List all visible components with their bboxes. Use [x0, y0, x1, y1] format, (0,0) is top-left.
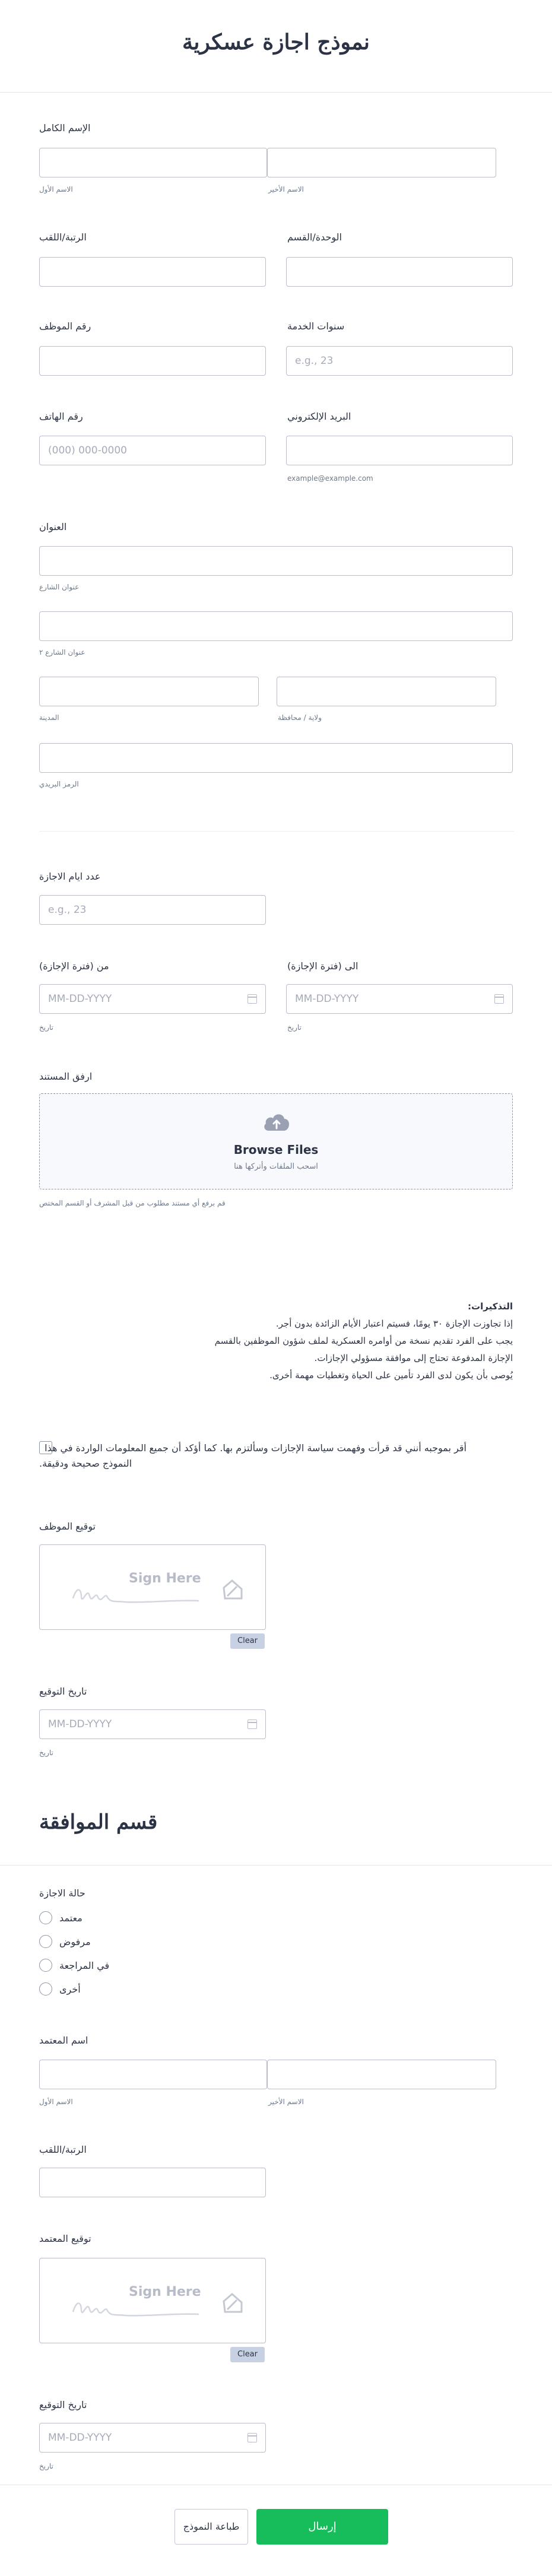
email-label: البريد الإلكتروني: [287, 411, 351, 422]
leave-days-placeholder: e.g., 23: [48, 904, 87, 916]
from-date-sublabel: تاريخ: [39, 1023, 53, 1032]
to-date-sublabel: تاريخ: [287, 1023, 302, 1032]
rank-label: الرتبة/اللقب: [39, 231, 87, 243]
state-sublabel: ولاية / محافظة: [278, 713, 322, 722]
approver-date-sublabel: تاريخ: [39, 2462, 53, 2470]
approval-divider: [0, 1865, 552, 1866]
radio-approved[interactable]: [39, 1911, 52, 1924]
form-title: نموذج اجازة عسكرية: [182, 30, 370, 55]
approver-first-name-sublabel: الاسم الأول: [39, 2098, 73, 2106]
attach-label: ارفق المستند: [39, 1071, 93, 1082]
sign-date-input[interactable]: [39, 1709, 266, 1739]
print-form-button[interactable]: طباعة النموذج: [175, 2509, 248, 2545]
first-name-input[interactable]: [39, 148, 267, 177]
street-address-2-sublabel: عنوان الشارع ٢: [39, 648, 85, 656]
street-address-input[interactable]: [39, 546, 513, 576]
approver-date-placeholder: MM-DD-YYYY: [48, 2432, 112, 2444]
last-name-input[interactable]: [267, 148, 496, 177]
from-date-placeholder: MM-DD-YYYY: [48, 993, 112, 1005]
calendar-icon[interactable]: [248, 2433, 257, 2442]
street-address-2-input[interactable]: [39, 611, 513, 641]
reminder-line: يجب على الفرد تقديم نسخة من أوامره العسكرية لملف شؤون الموظفين بالقسم: [214, 1335, 513, 1346]
attach-sublabel: قم برفع أي مستند مطلوب من قبل المشرف أو القسم المختص: [39, 1199, 226, 1207]
section-divider: [39, 831, 514, 832]
agreement-text-line1: أقر بموجبه أنني قد قرأت وفهمت سياسة الإجازات وسألتزم بها. كما أؤكد أن جميع المعلومات الواردة في هذا: [45, 1442, 467, 1454]
unit-label: الوحدة/القسم: [287, 231, 342, 243]
radio-option-label: مرفوض: [59, 1936, 91, 1947]
rank-input[interactable]: [39, 257, 266, 287]
city-sublabel: المدينة: [39, 713, 59, 722]
approver-name-label: اسم المعتمد: [39, 2035, 88, 2046]
approver-signature-label: توقيع المعتمد: [39, 2233, 91, 2244]
reminders-heading: :التذكيرات: [468, 1301, 513, 1312]
radio-option-label: أخرى: [59, 1984, 81, 1995]
address-label: العنوان: [39, 521, 67, 532]
sign-date-label: تاريخ التوقيع: [39, 1686, 87, 1697]
approval-section-heading: قسم الموافقة: [39, 1810, 158, 1834]
drag-drop-hint: اسحب الملفات وأتركها هنا: [234, 1162, 318, 1171]
to-date-placeholder: MM-DD-YYYY: [295, 993, 359, 1005]
years-service-input[interactable]: [286, 346, 513, 376]
phone-label: رقم الهاتف: [39, 411, 83, 422]
employee-id-input[interactable]: [39, 346, 266, 376]
radio-rejected[interactable]: [39, 1935, 52, 1948]
from-date-label: من (فترة الإجازة): [39, 960, 109, 972]
email-input[interactable]: [286, 436, 513, 465]
first-name-sublabel: الاسم الأول: [39, 185, 73, 193]
sign-here-placeholder: Sign Here: [129, 1571, 201, 1586]
employee-id-label: رقم الموظف: [39, 321, 91, 332]
email-sublabel: example@example.com: [287, 474, 373, 483]
zip-input[interactable]: [39, 743, 513, 773]
agreement-text-line2: .النموذج صحيحة ودقيقة: [39, 1458, 132, 1469]
to-date-label: الى (فترة الإجازة): [287, 960, 359, 972]
sign-here-placeholder: Sign Here: [129, 2285, 201, 2299]
state-input[interactable]: [277, 677, 496, 706]
phone-placeholder: (000) 000-0000: [48, 445, 127, 456]
approver-signature-pad[interactable]: [39, 2258, 266, 2343]
reminder-line: .الإجازة المدفوعة تحتاج إلى موافقة مسؤولي الإجازات: [314, 1353, 513, 1363]
clear-signature-button[interactable]: Clear: [230, 1633, 265, 1649]
from-date-input[interactable]: [39, 984, 266, 1014]
zip-sublabel: الرمز البريدي: [39, 780, 79, 788]
leave-status-label: حالة الاجازة: [39, 1887, 85, 1899]
sign-date-sublabel: تاريخ: [39, 1749, 53, 1757]
years-service-label: سنوات الخدمة: [287, 321, 345, 332]
radio-other[interactable]: [39, 1982, 52, 1996]
approver-date-label: تاريخ التوقيع: [39, 2399, 87, 2410]
calendar-icon[interactable]: [494, 994, 504, 1004]
phone-input[interactable]: [39, 436, 266, 465]
file-upload-area[interactable]: [39, 1093, 513, 1189]
reminder-line: .يُوصى بأن يكون لدى الفرد تأمين على الحياة وتغطيات مهمة أخرى: [269, 1370, 513, 1381]
leave-days-input[interactable]: [39, 895, 266, 925]
radio-option-label: في المراجعة: [59, 1960, 110, 1971]
clear-signature-button[interactable]: Clear: [230, 2347, 265, 2362]
approver-last-name-input[interactable]: [267, 2060, 496, 2089]
radio-in-review[interactable]: [39, 1959, 52, 1972]
street-address-sublabel: عنوان الشارع: [39, 583, 80, 591]
radio-option-label: معتمد: [59, 1912, 83, 1924]
leave-days-label: عدد ايام الاجازة: [39, 871, 101, 882]
to-date-input[interactable]: [286, 984, 513, 1014]
header-divider: [0, 92, 552, 93]
full-name-label: الإسم الكامل: [39, 122, 91, 134]
employee-signature-label: توقيع الموظف: [39, 1521, 96, 1532]
browse-files-button[interactable]: Browse Files: [233, 1143, 319, 1157]
sign-date-placeholder: MM-DD-YYYY: [48, 1718, 112, 1730]
reminder-line: .إذا تجاوزت الإجازة ٣٠ يومًا، فسيتم اعتبار الأيام الزائدة بدون أجر: [275, 1318, 513, 1329]
employee-signature-pad[interactable]: [39, 1544, 266, 1630]
city-input[interactable]: [39, 677, 259, 706]
unit-input[interactable]: [286, 257, 513, 287]
last-name-sublabel: الاسم الأخير: [268, 185, 304, 193]
form-footer: [0, 2485, 552, 2576]
calendar-icon[interactable]: [248, 1720, 257, 1729]
calendar-icon[interactable]: [248, 994, 257, 1004]
submit-button[interactable]: إرسال: [256, 2509, 388, 2545]
approver-rank-input[interactable]: [39, 2168, 266, 2197]
years-service-placeholder: e.g., 23: [295, 355, 334, 367]
approver-last-name-sublabel: الاسم الأخير: [268, 2098, 304, 2106]
approver-rank-label: الرتبة/اللقب: [39, 2144, 87, 2155]
approver-first-name-input[interactable]: [39, 2060, 267, 2089]
cloud-upload-icon: [262, 1111, 291, 1133]
approver-date-input[interactable]: [39, 2423, 266, 2453]
